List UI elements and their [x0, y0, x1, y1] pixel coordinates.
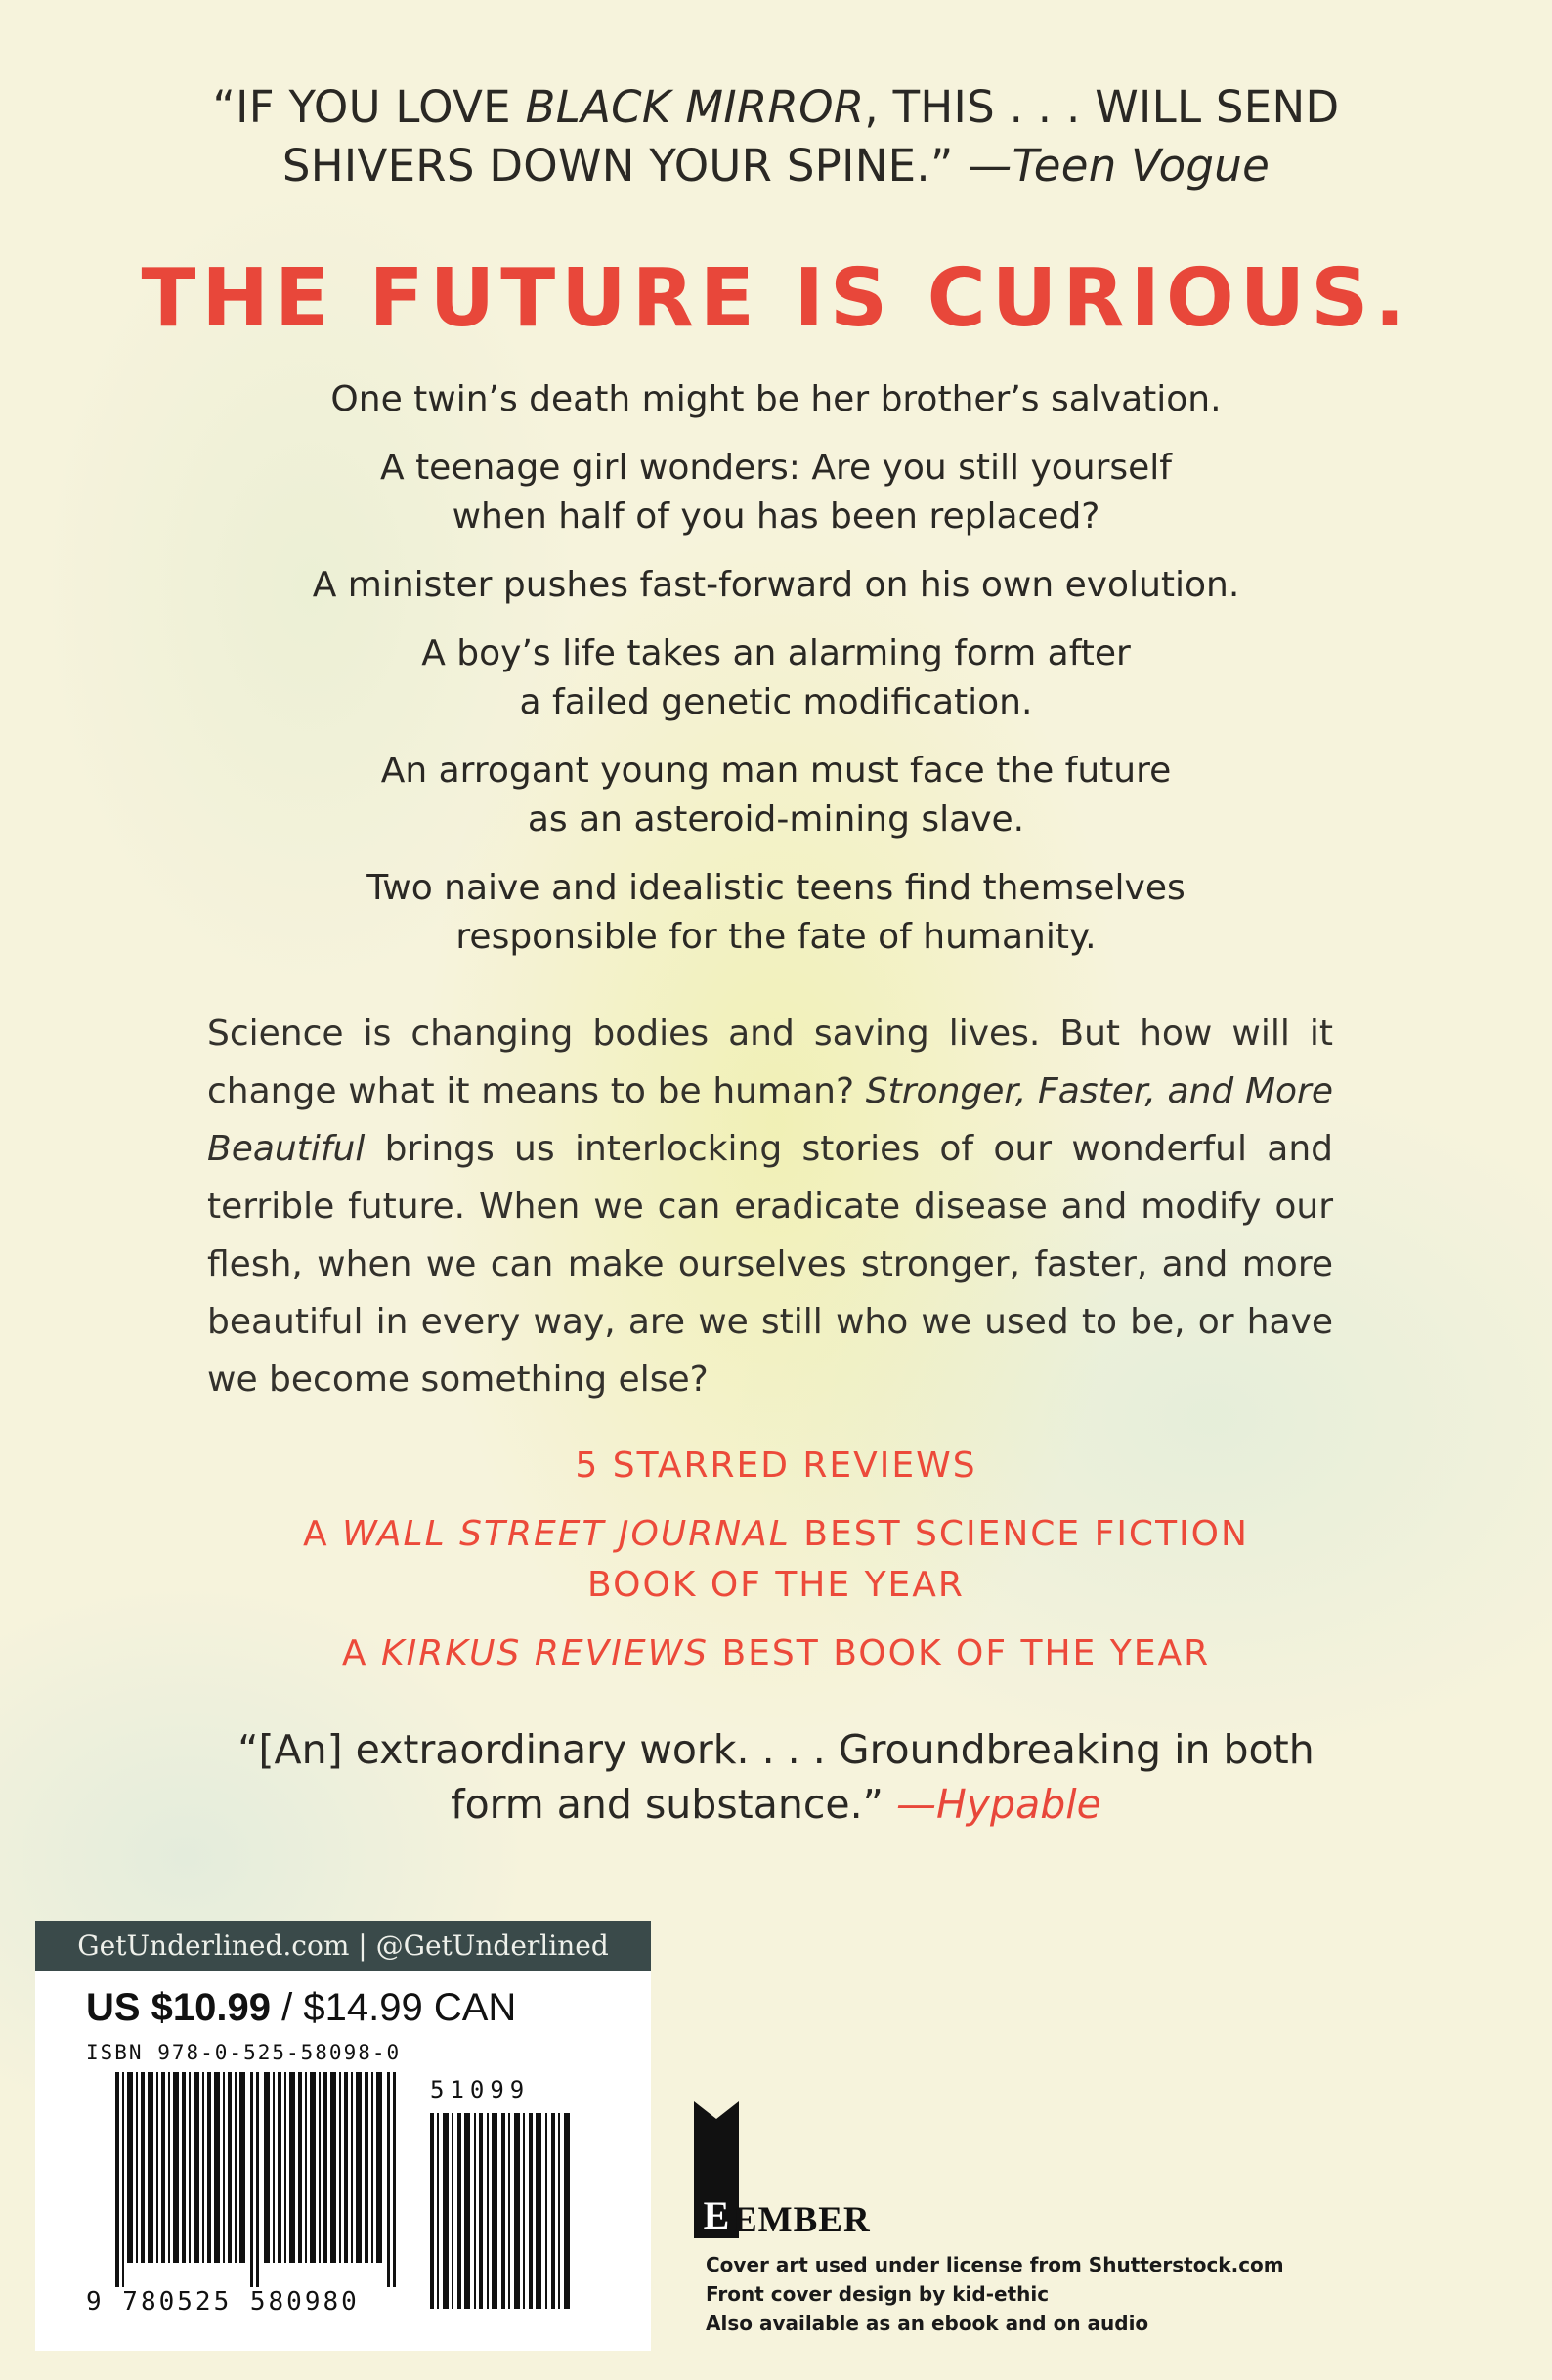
description-paragraph: Science is changing bodies and saving lives. But how will it change what it means to be human? Stronger, Faster, and More Beautiful brings us interlocking stories of our wonderful and terrible future. When we can eradicate disease and modify our flesh, when we can make ourselves stronger, faster, and more beautiful in every way, are we still who we used to be, or have we become something else? [207, 1014, 1333, 1400]
barcode-digits: 9 780525 580980 [86, 2287, 360, 2316]
teaser-item: A teenage girl wonders: Are you still yourself when half of you has been replaced? [380, 448, 1172, 537]
starred-reviews: 5 STARRED REVIEWS [575, 1446, 977, 1486]
teaser-item: One twin’s death might be her brother’s salvation. [330, 379, 1222, 419]
headline: THE FUTURE IS CURIOUS. [141, 252, 1411, 345]
ember-logo-letter: E [703, 2193, 730, 2237]
barcode-icon [115, 2072, 409, 2287]
accolades [0, 1441, 1552, 1697]
teaser-item: A boy’s life takes an alarming form after a failed genetic modification. [421, 633, 1131, 722]
barcode-addon-icon [430, 2113, 577, 2309]
top-quote [0, 78, 1552, 195]
top-quote-source: —Teen Vogue [968, 140, 1271, 192]
top-quote-line-1: “IF YOU LOVE BLACK MIRROR, THIS . . . WILL SEND [212, 81, 1340, 133]
review-source: —Hypable [895, 1781, 1101, 1828]
credits: Cover art used under license from Shutterstock.com Front cover design by kid-ethic Also available as an ebook and on audio [706, 2253, 1284, 2335]
isbn: ISBN 978-0-525-58098-0 [86, 2041, 402, 2064]
teaser-item: A minister pushes fast-forward on his own evolution. [312, 565, 1240, 605]
website-banner: GetUnderlined.com | @GetUnderlined [35, 1921, 651, 1971]
barcode-addon-digits: 51099 [430, 2076, 531, 2103]
kirkus-accolade: A KIRKUS REVIEWS BEST BOOK OF THE YEAR [341, 1633, 1211, 1673]
top-quote-line-2: SHIVERS DOWN YOUR SPINE.” —Teen Vogue [281, 140, 1271, 192]
publisher-name: EMBER [733, 2200, 871, 2240]
price: US $10.99 / $14.99 CAN [86, 1986, 517, 2029]
book-title: Stronger, Faster, and More Beautiful [207, 1071, 1333, 1169]
teaser-list [0, 375, 1552, 981]
review-quote: “[An] extraordinary work. . . . Groundbreaking in both form and substance.” —Hypable [237, 1726, 1315, 1828]
wsj-accolade: A WALL STREET JOURNAL BEST SCIENCE FICTION BOOK OF THE YEAR [303, 1514, 1249, 1605]
teaser-item: Two naive and idealistic teens find themselves responsible for the fate of humanity. [366, 868, 1186, 957]
teaser-item: An arrogant young man must face the future as an asteroid-mining slave. [380, 751, 1172, 840]
